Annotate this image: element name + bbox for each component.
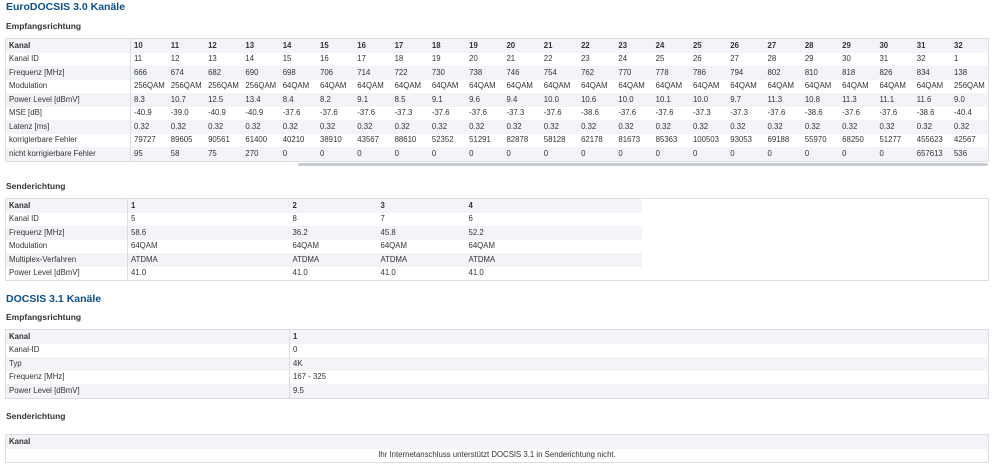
table-cell: 64QAM [765, 80, 802, 94]
table-row [6, 344, 989, 358]
table-cell: 51291 [466, 134, 503, 148]
table-cell: 0 [765, 147, 802, 161]
table-cell: 79727 [131, 134, 168, 148]
header-cell: 17 [392, 39, 429, 53]
table-cell: 0.32 [429, 120, 466, 134]
table-cell: 270 [242, 147, 279, 161]
empty-cell [554, 213, 642, 227]
table-cell: 90561 [205, 134, 242, 148]
table-cell: 21 [503, 53, 540, 67]
row-label: Frequenz [MHz] [6, 371, 290, 385]
table-cell: 88610 [392, 134, 429, 148]
header-cell: 14 [280, 39, 317, 53]
table-cell: 0.32 [914, 120, 951, 134]
table-cell: -40.9 [242, 107, 279, 121]
table-cell: 9.5 [290, 384, 989, 398]
table-cell: 58.6 [128, 226, 290, 240]
table-cell: 41.0 [466, 267, 554, 281]
table-cell: 0.32 [354, 120, 391, 134]
empty-cell [554, 199, 642, 213]
header-cell: 18 [429, 39, 466, 53]
table-cell: 11.3 [839, 93, 876, 107]
table-cell: 85363 [653, 134, 690, 148]
table-cell: 5 [128, 213, 290, 227]
header-cell: 4 [466, 199, 554, 213]
table-cell: 64QAM [290, 240, 378, 254]
table-cell: 10.1 [653, 93, 690, 107]
table-row [6, 226, 989, 240]
table-cell: 89605 [168, 134, 205, 148]
table-row [6, 357, 989, 371]
row-label: Latenz [ms] [6, 120, 131, 134]
table-cell: 55970 [802, 134, 839, 148]
table-cell: 10.7 [168, 93, 205, 107]
empty-cell [554, 267, 642, 281]
table-cell: 0.32 [541, 120, 578, 134]
table-cell: 41.0 [378, 267, 466, 281]
header-cell: 1 [128, 199, 290, 213]
table-cell: 0 [727, 147, 764, 161]
table-cell: 0 [392, 147, 429, 161]
row-label: Power Level [dBmV] [6, 93, 131, 107]
table-row [6, 371, 989, 385]
table-row [6, 66, 989, 80]
docsis31-upstream-title: Senderichtung [6, 411, 66, 421]
table-cell: 0.32 [466, 120, 503, 134]
table-cell: 52.2 [466, 226, 554, 240]
table-cell: 0 [354, 147, 391, 161]
row-label: Power Level [dBmV] [6, 384, 290, 398]
table-cell: 762 [578, 66, 615, 80]
table-cell: 8 [290, 213, 378, 227]
row-label: Kanal [6, 199, 128, 213]
table-cell: 802 [765, 66, 802, 80]
table-cell: 818 [839, 66, 876, 80]
row-label: Kanal [6, 39, 131, 53]
row-label: Power Level [dBmV] [6, 267, 128, 281]
table-cell: -37.3 [690, 107, 727, 121]
table-cell: -37.6 [876, 107, 913, 121]
table-cell: 31 [876, 53, 913, 67]
table-cell: 36.2 [290, 226, 378, 240]
table-cell: -37.3 [392, 107, 429, 121]
row-label: korrigierbare Fehler [6, 134, 131, 148]
table-header-row [6, 330, 989, 344]
table-cell: 93053 [727, 134, 764, 148]
table-cell: 0.32 [802, 120, 839, 134]
table-cell: 13.4 [242, 93, 279, 107]
table-cell: 58 [168, 147, 205, 161]
table-cell: 17 [354, 53, 391, 67]
table-cell: 0.32 [131, 120, 168, 134]
header-cell: 2 [290, 199, 378, 213]
header-cell: 13 [242, 39, 279, 53]
docsis31-upstream-table [5, 434, 989, 463]
table-row [6, 93, 989, 107]
table-cell: 64QAM [317, 80, 354, 94]
table-cell: 256QAM [168, 80, 205, 94]
table-cell: 738 [466, 66, 503, 80]
table-cell: -38.6 [578, 107, 615, 121]
table-cell: 0.32 [839, 120, 876, 134]
header-cell: 10 [131, 39, 168, 53]
table-cell: 666 [131, 66, 168, 80]
header-cell: 32 [951, 39, 988, 53]
header-cell: 31 [914, 39, 951, 53]
table-cell: 10.0 [615, 93, 652, 107]
table-cell: 64QAM [914, 80, 951, 94]
table-cell: 0.32 [242, 120, 279, 134]
header-cell: 24 [653, 39, 690, 53]
table-cell: -37.3 [503, 107, 540, 121]
table-cell: 0.32 [578, 120, 615, 134]
table-cell: 657613 [914, 147, 951, 161]
table-cell: 82878 [503, 134, 540, 148]
table-cell: ATDMA [290, 253, 378, 267]
table-cell: ATDMA [466, 253, 554, 267]
table-cell: 26 [690, 53, 727, 67]
table-cell: 64QAM [727, 80, 764, 94]
table-cell: ATDMA [128, 253, 290, 267]
table-cell: 81673 [615, 134, 652, 148]
table-cell: 778 [653, 66, 690, 80]
table-cell: 41.0 [128, 267, 290, 281]
table-row [6, 53, 989, 67]
table-cell: 10.6 [578, 93, 615, 107]
docsis30-upstream-title: Senderichtung [6, 181, 66, 191]
table-cell: 770 [615, 66, 652, 80]
table-cell: 28 [765, 53, 802, 67]
docsis30-downstream-title: Empfangsrichtung [6, 21, 82, 31]
table-row [6, 267, 989, 281]
table-cell: 6 [466, 213, 554, 227]
header-cell: Kanal [6, 435, 989, 449]
docsis30-section-title: EuroDOCSIS 3.0 Kanäle [6, 1, 126, 13]
table-cell: 64QAM [429, 80, 466, 94]
table-cell: 29 [802, 53, 839, 67]
table-cell: 0 [839, 147, 876, 161]
row-label: Frequenz [MHz] [6, 226, 128, 240]
table-cell: 42567 [951, 134, 988, 148]
table-cell: 61400 [242, 134, 279, 148]
header-cell: 23 [615, 39, 652, 53]
table-cell: 0 [615, 147, 652, 161]
table-cell: 64QAM [541, 80, 578, 94]
table-cell: 810 [802, 66, 839, 80]
table-cell: 9.7 [727, 93, 764, 107]
table-cell: 64QAM [690, 80, 727, 94]
table-header-row [6, 199, 989, 213]
table-cell: 11 [131, 53, 168, 67]
table-cell: 64QAM [354, 80, 391, 94]
header-cell: 25 [690, 39, 727, 53]
header-cell: 29 [839, 39, 876, 53]
table-cell: -37.6 [429, 107, 466, 121]
table-cell: -37.6 [541, 107, 578, 121]
table-cell: 0.32 [317, 120, 354, 134]
row-label: MSE [dB] [6, 107, 131, 121]
table-cell: 41.0 [290, 267, 378, 281]
row-label: Typ [6, 357, 290, 371]
table-cell: -37.6 [466, 107, 503, 121]
table-cell: 0 [876, 147, 913, 161]
table-header-row [6, 39, 989, 53]
table-cell: 64QAM [839, 80, 876, 94]
header-cell: 21 [541, 39, 578, 53]
table-cell: 0.32 [951, 120, 988, 134]
table-cell: 0.32 [765, 120, 802, 134]
table-cell: -38.6 [914, 107, 951, 121]
table-cell: 12.5 [205, 93, 242, 107]
header-cell: 12 [205, 39, 242, 53]
table-cell: 8.5 [392, 93, 429, 107]
table-row [6, 384, 989, 398]
table-cell: -37.6 [615, 107, 652, 121]
table-cell: -40.4 [951, 107, 988, 121]
table-cell: 794 [727, 66, 764, 80]
table-cell: 256QAM [242, 80, 279, 94]
table-cell: -40.9 [205, 107, 242, 121]
table-cell: 0 [578, 147, 615, 161]
table-cell: 0 [653, 147, 690, 161]
table-row [6, 107, 989, 121]
table-cell: 12 [168, 53, 205, 67]
table-cell: 0 [802, 147, 839, 161]
table-cell: 10.8 [802, 93, 839, 107]
row-label: Modulation [6, 80, 131, 94]
table-cell: 9.6 [466, 93, 503, 107]
row-label: Multiplex-Verfahren [6, 253, 128, 267]
docsis30-downstream-table [5, 38, 989, 162]
table-cell: 256QAM [131, 80, 168, 94]
table-cell: 682 [205, 66, 242, 80]
table-cell: 25 [653, 53, 690, 67]
table-cell: 8.2 [317, 93, 354, 107]
table-row [6, 120, 989, 134]
header-cell: 30 [876, 39, 913, 53]
table-cell: 786 [690, 66, 727, 80]
table-cell: 0.32 [392, 120, 429, 134]
table-cell: 75 [205, 147, 242, 161]
table-cell: 0.32 [503, 120, 540, 134]
docsis31-downstream-table [5, 329, 989, 399]
header-cell: 3 [378, 199, 466, 213]
table-cell: 722 [392, 66, 429, 80]
table-cell: 30 [839, 53, 876, 67]
table-row [6, 253, 989, 267]
table-cell: 0 [280, 147, 317, 161]
table-cell: 0.32 [727, 120, 764, 134]
table-cell: 58128 [541, 134, 578, 148]
table-cell: 256QAM [951, 80, 988, 94]
table-cell: -37.6 [765, 107, 802, 121]
table-cell: 11.3 [765, 93, 802, 107]
table-cell: 0.32 [168, 120, 205, 134]
header-cell: 27 [765, 39, 802, 53]
table-cell: 746 [503, 66, 540, 80]
table-cell: 10.0 [690, 93, 727, 107]
table-cell: 15 [280, 53, 317, 67]
table-cell: 64QAM [615, 80, 652, 94]
table-cell: 0.32 [690, 120, 727, 134]
table-cell: 754 [541, 66, 578, 80]
table-cell: 0 [503, 147, 540, 161]
table-cell: 0 [690, 147, 727, 161]
header-cell: 22 [578, 39, 615, 53]
table-cell: 68250 [839, 134, 876, 148]
table-cell: -39.0 [168, 107, 205, 121]
table-cell: 64QAM [378, 240, 466, 254]
table-cell: 64QAM [578, 80, 615, 94]
table-cell: 62178 [578, 134, 615, 148]
table-row [6, 80, 989, 94]
table-cell: 11.6 [914, 93, 951, 107]
row-label: Kanal [6, 330, 290, 344]
header-cell: 20 [503, 39, 540, 53]
table-cell: 674 [168, 66, 205, 80]
table-cell: 8.3 [131, 93, 168, 107]
table-cell: 64QAM [128, 240, 290, 254]
table-cell: 0.32 [653, 120, 690, 134]
table-row [6, 147, 989, 161]
table-cell: 14 [242, 53, 279, 67]
table-cell: 64QAM [466, 240, 554, 254]
table-cell: 27 [727, 53, 764, 67]
table-cell: -40.9 [131, 107, 168, 121]
header-cell: 19 [466, 39, 503, 53]
empty-cell [554, 240, 642, 254]
table-cell: 19 [429, 53, 466, 67]
table-row [6, 134, 989, 148]
table-cell: 45.8 [378, 226, 466, 240]
row-label: Kanal-ID [6, 344, 290, 358]
table-cell: 536 [951, 147, 988, 161]
table-cell: 8.4 [280, 93, 317, 107]
table-cell: 23 [578, 53, 615, 67]
table-cell: 64QAM [392, 80, 429, 94]
table-cell: -38.6 [802, 107, 839, 121]
table-cell: -37.6 [839, 107, 876, 121]
table-cell: 256QAM [205, 80, 242, 94]
table-cell: 13 [205, 53, 242, 67]
table-cell: 714 [354, 66, 391, 80]
table-cell: 24 [615, 53, 652, 67]
header-cell: 15 [317, 39, 354, 53]
table-cell: 706 [317, 66, 354, 80]
table-cell: 52352 [429, 134, 466, 148]
table-cell: 22 [541, 53, 578, 67]
header-cell: 16 [354, 39, 391, 53]
table-cell: 64QAM [280, 80, 317, 94]
table-row [6, 240, 989, 254]
table-cell: -37.6 [280, 107, 317, 121]
table-cell: 7 [378, 213, 466, 227]
notice-row [6, 449, 989, 463]
table-cell: 64QAM [466, 80, 503, 94]
row-label: Frequenz [MHz] [6, 66, 131, 80]
table-cell: 9.1 [354, 93, 391, 107]
table-cell: 0 [466, 147, 503, 161]
table-cell: 9.0 [951, 93, 988, 107]
header-cell: 11 [168, 39, 205, 53]
table-cell: 0 [317, 147, 354, 161]
table-cell: 4K [290, 357, 989, 371]
table-cell: 43567 [354, 134, 391, 148]
table-cell: 38910 [317, 134, 354, 148]
table-cell: ATDMA [378, 253, 466, 267]
table-cell: -37.6 [317, 107, 354, 121]
table-cell: 20 [466, 53, 503, 67]
table-cell: 0.32 [280, 120, 317, 134]
table-cell: 138 [951, 66, 988, 80]
docsis31-downstream-title: Empfangsrichtung [6, 312, 82, 322]
table-cell: 10.0 [541, 93, 578, 107]
table-cell: 64QAM [802, 80, 839, 94]
docsis30-upstream-table [5, 198, 989, 281]
table-row [6, 213, 989, 227]
table-cell: -37.6 [354, 107, 391, 121]
row-label: nicht korrigierbare Fehler [6, 147, 131, 161]
horizontal-scrollbar[interactable] [298, 163, 988, 166]
table-cell: 16 [317, 53, 354, 67]
table-cell: 1 [951, 53, 988, 67]
table-cell: 9.1 [429, 93, 466, 107]
empty-cell [554, 253, 642, 267]
table-cell: -37.6 [653, 107, 690, 121]
row-label: Modulation [6, 240, 128, 254]
table-cell: 32 [914, 53, 951, 67]
table-cell: 69188 [765, 134, 802, 148]
table-cell: 64QAM [653, 80, 690, 94]
header-cell: 28 [802, 39, 839, 53]
table-cell: 455623 [914, 134, 951, 148]
table-cell: 51277 [876, 134, 913, 148]
table-cell: 95 [131, 147, 168, 161]
table-cell: 826 [876, 66, 913, 80]
table-cell: 64QAM [503, 80, 540, 94]
empty-cell [554, 226, 642, 240]
table-cell: 0.32 [205, 120, 242, 134]
table-cell: 0.32 [876, 120, 913, 134]
table-cell: 730 [429, 66, 466, 80]
table-cell: 0 [429, 147, 466, 161]
table-cell: 64QAM [876, 80, 913, 94]
row-label: Kanal ID [6, 53, 131, 67]
table-cell: 0 [290, 344, 989, 358]
table-cell: 0.32 [615, 120, 652, 134]
table-cell: 100503 [690, 134, 727, 148]
table-cell: 167 - 325 [290, 371, 989, 385]
docsis31-section-title: DOCSIS 3.1 Kanäle [6, 293, 102, 305]
table-cell: 11.1 [876, 93, 913, 107]
row-label: Kanal ID [6, 213, 128, 227]
table-cell: 18 [392, 53, 429, 67]
unsupported-notice: Ihr Internetanschluss unterstützt DOCSIS 3.1 in Senderichtung nicht. [6, 449, 989, 463]
table-cell: 40210 [280, 134, 317, 148]
table-cell: 9.4 [503, 93, 540, 107]
table-header-row [6, 435, 989, 449]
table-cell: 0 [541, 147, 578, 161]
table-cell: 698 [280, 66, 317, 80]
table-cell: 690 [242, 66, 279, 80]
table-cell: 834 [914, 66, 951, 80]
header-cell: 1 [290, 330, 989, 344]
header-cell: 26 [727, 39, 764, 53]
table-cell: -37.3 [727, 107, 764, 121]
